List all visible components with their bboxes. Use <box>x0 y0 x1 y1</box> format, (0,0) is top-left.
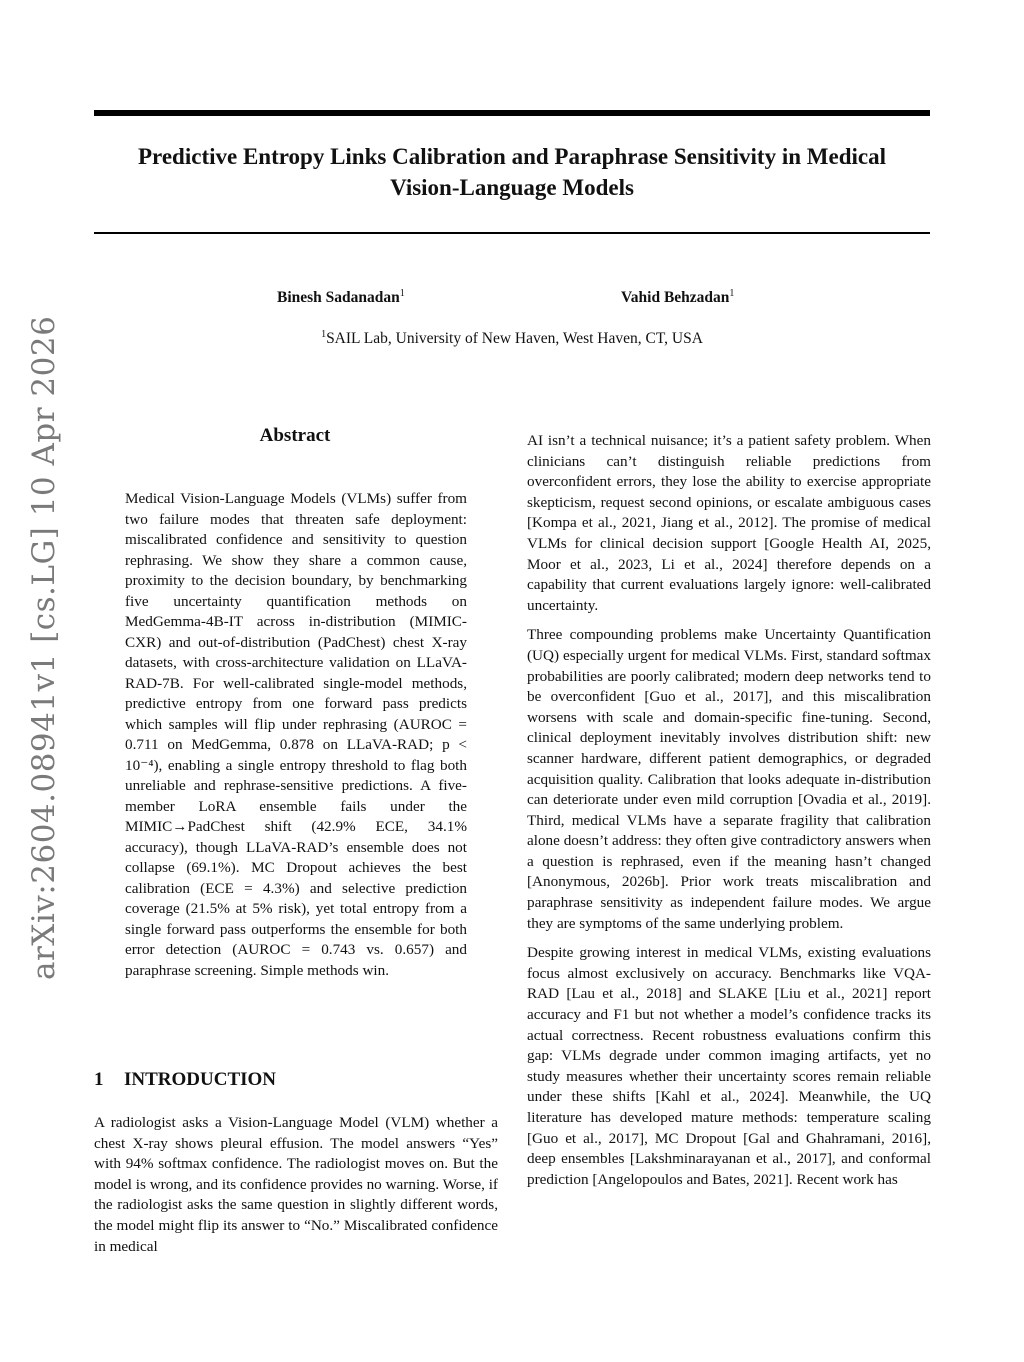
author-2-affil-mark: 1 <box>729 288 735 299</box>
section-heading <box>94 1069 276 1091</box>
right-paragraph-3: Despite growing interest in medical VLMs, existing evaluations focus almost exclusively on accuracy. Benchmarks like VQA-RAD [Lau et al., 2018] and SLAKE [Liu et al., 2021] report accuracy and F1 but not whether a model’s confidence tracks its actual correctness. Recent robustness evaluations confirm this gap: VLMs degrade under common imaging artifacts, yet no study measures whether their uncertainty scores remain reliable under these shifts [Kahl et al., 2024]. Meanwhile, the UQ literature has developed mature methods: temperature scaling [Guo et al., 2017], MC Dropout [Gal and Ghahramani, 2016], deep ensembles [Lakshminarayanan et al., 2017], and conformal prediction [Angelopoulos and Bates, 2021]. Recent work has <box>527 944 931 1188</box>
title-line-1: Predictive Entropy Links Calibration and Paraphrase Sensitivity in Medical <box>138 144 886 169</box>
author-1 <box>277 288 405 307</box>
title-line-2: Vision-Language Models <box>390 175 634 200</box>
affiliation-mark: 1 <box>321 329 327 340</box>
abstract-text: Medical Vision-Language Models (VLMs) suffer from two failure modes that threaten safe deployment: miscalibrated confidence and sensitivity to question rephrasing. We show they share a common cause, proximity to the decision boundary, by benchmarking five uncertainty quantification methods on MedGemma-4B-IT across in-distribution (MIMIC-CXR) and out-of-distribution (PadChest) chest X-ray datasets, with cross-architecture validation on LLaVA-RAD-7B. For well-calibrated single-model methods, predictive entropy from one forward pass predicts which samples will flip under rephrasing (AUROC = 0.711 on MedGemma, 0.878 on LLaVA-RAD; p < 10⁻⁴), enabling a single entropy threshold to flag both unreliable and rephrase-sensitive predictions. A five-member LoRA ensemble fails under the MIMIC→PadChest shift (42.9% ECE, 34.1% accuracy), though LLaVA-RAD’s ensemble does not collapse (69.1%). MC Dropout achieves the best calibration (ECE = 4.3%) and selective prediction coverage (21.5% at 5% risk), yet total entropy from a single forward pass outperforms the ensemble for both error detection (AUROC = 0.743 vs. 0.657) and paraphrase screening. Simple methods win. <box>125 490 467 979</box>
intro-paragraph-1: A radiologist asks a Vision-Language Model (VLM) whether a chest X-ray shows pleural effusion. The model answers “Yes” with 94% softmax confidence. The radiologist moves on. But the model is wrong, and its confidence provides no warning. Worse, if the radiologist asks the same question in slightly different words, the model might flip its answer to “No.” Miscalibrated confidence in medical <box>94 1114 498 1255</box>
abstract-body <box>125 489 467 981</box>
abstract-heading: Abstract <box>259 425 331 446</box>
author-2 <box>621 288 734 307</box>
author-1-name: Binesh Sadanadan <box>277 289 400 306</box>
section-number: 1 <box>94 1069 104 1090</box>
title-bottom-rule <box>94 232 930 234</box>
intro-left-column <box>94 1113 498 1257</box>
arxiv-watermark: arXiv:2604.08941v1 [cs.LG] 10 Apr 2026 <box>26 315 62 980</box>
right-column <box>527 431 931 1199</box>
right-paragraph-1: AI isn’t a technical nuisance; it’s a patient safety problem. When clinicians can’t distinguish reliable predictions from overconfident errors, they lose the ability to exercise appropriate skepticism, request second opinions, or escalate ambiguous cases [Kompa et al., 2021, Jiang et al., 2012]. The promise of medical VLMs for clinical decision support [Google Health AI, 2025, Moor et al., 2023, Li et al., 2024] therefore depends on a capability that current evaluations largely ignore: well-calibrated uncertainty. <box>527 432 931 614</box>
affiliation <box>94 329 930 348</box>
top-rule <box>94 110 930 116</box>
section-title: INTRODUCTION <box>124 1069 277 1090</box>
author-2-name: Vahid Behzadan <box>621 289 730 306</box>
right-paragraph-2: Three compounding problems make Uncertainty Quantification (UQ) especially urgent for medical VLMs. First, standard softmax probabilities are poorly calibrated; modern deep networks tend to be overconfident [Guo et al., 2017], and this miscalibration worsens with scale and domain-specific fine-tuning. Second, clinical deployment inevitably involves distribution shift: new scanner hardware, different patient demographics, or degraded acquisition quality. Calibration that looks adequate in-distribution can deteriorate under even mild corruption [Ovadia et al., 2019]. Third, medical VLMs have a separate fragility that calibration alone doesn’t address: they often give contradictory answers when a question is rephrased, even if the meaning hasn’t changed [Anonymous, 2026b]. Prior work treats miscalibration and paraphrase sensitivity as independent failure modes. We argue they are symptoms of the same underlying problem. <box>527 626 931 932</box>
affiliation-text: SAIL Lab, University of New Haven, West Haven, CT, USA <box>326 330 703 347</box>
author-1-affil-mark: 1 <box>399 288 405 299</box>
paper-title <box>94 141 930 203</box>
